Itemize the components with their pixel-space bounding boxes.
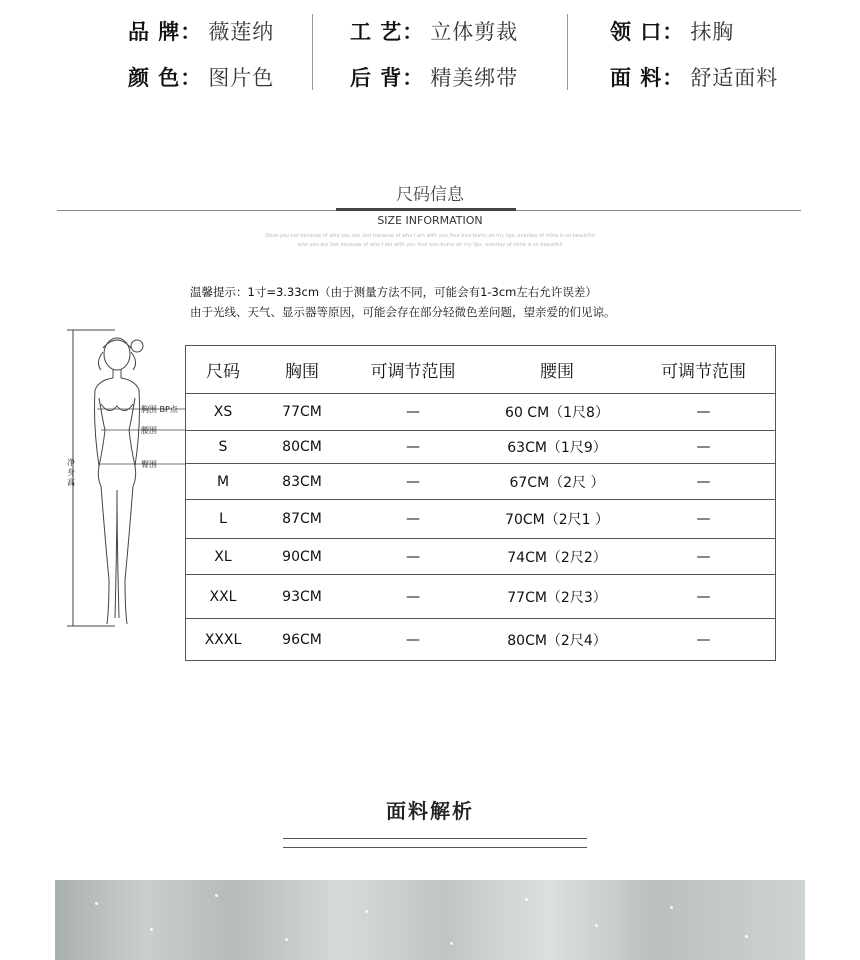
cell-bust-adjust: — xyxy=(344,464,482,500)
table-row xyxy=(186,619,776,661)
spec-key: 品 牌： xyxy=(128,20,203,44)
spec-value: 立体剪裁 xyxy=(430,20,519,44)
cell-bust: 80CM xyxy=(260,431,344,464)
spec-value: 薇莲纳 xyxy=(208,20,275,44)
notice-text: 温馨提示：1寸=3.33cm（由于测量方法不同，可能会有1-3cm左右允许误差） xyxy=(190,285,597,299)
header-waist-adjust: 可调节范围 xyxy=(661,362,746,382)
spec-grid xyxy=(0,0,860,110)
notice-text: 由于光线、天气、显示器等原因，可能会存在部分轻微色差问题，望亲爱的们见谅。 xyxy=(190,305,616,319)
sparkle xyxy=(525,898,528,901)
table-row xyxy=(186,464,776,500)
cell-waist-adjust: — xyxy=(632,431,776,464)
chest-label: 胸围 BP点 xyxy=(141,405,178,414)
spec-value: 抹胸 xyxy=(690,20,735,44)
spec-key: 工 艺： xyxy=(350,20,425,44)
cell-waist-adjust: — xyxy=(632,464,776,500)
tagline: Dove you not because of who you are ,but because of who I am with you.Your kiss burns on my lips, everday of mine is so beautiful xyxy=(265,233,595,239)
sparkle xyxy=(745,935,748,938)
cell-waist: 60 CM（1尺8） xyxy=(482,394,632,431)
cell-waist-adjust: — xyxy=(632,539,776,575)
cell-bust: 83CM xyxy=(260,464,344,500)
cell-waist: 70CM（2尺1 ） xyxy=(482,500,632,539)
fabric-section-title: 面料解析 xyxy=(386,799,474,823)
cell-waist-adjust: — xyxy=(632,619,776,661)
cell-size: L xyxy=(186,500,261,539)
hip-label: 臀围 xyxy=(141,460,157,469)
table-header-row xyxy=(186,346,776,394)
spec-row xyxy=(610,8,778,54)
sparkle xyxy=(365,910,368,913)
cell-waist: 63CM（1尺9） xyxy=(482,431,632,464)
cell-size: XS xyxy=(186,394,261,431)
cell-bust: 90CM xyxy=(260,539,344,575)
cell-bust-adjust: — xyxy=(344,394,482,431)
table-row xyxy=(186,539,776,575)
spec-column-3 xyxy=(610,8,778,100)
sparkle xyxy=(285,938,288,941)
cell-bust: 93CM xyxy=(260,575,344,619)
cell-bust-adjust: — xyxy=(344,500,482,539)
spec-divider xyxy=(312,14,313,90)
cell-bust-adjust: — xyxy=(344,539,482,575)
height-label: 净身高 xyxy=(67,458,75,487)
header-bust-adjust: 可调节范围 xyxy=(370,362,456,382)
cell-waist-adjust: — xyxy=(632,500,776,539)
spec-key: 颜 色： xyxy=(128,66,203,90)
spec-key: 后 背： xyxy=(350,66,425,90)
cell-waist: 74CM（2尺2） xyxy=(482,539,632,575)
spec-row xyxy=(350,8,518,54)
spec-key: 领 口： xyxy=(610,20,685,44)
spec-value: 图片色 xyxy=(208,66,275,90)
header-size: 尺码 xyxy=(206,362,240,382)
cell-size: S xyxy=(186,431,261,464)
cell-waist: 80CM（2尺4） xyxy=(482,619,632,661)
table-row xyxy=(186,500,776,539)
cell-size: M xyxy=(186,464,261,500)
spec-value: 舒适面料 xyxy=(690,66,779,90)
tagline: who you are 2wt because of who I am with you Your kiss burns on my lips, everday of mine is so beautiful xyxy=(297,242,563,248)
spec-column-1 xyxy=(128,8,274,100)
header-bust: 胸围 xyxy=(285,362,319,382)
header-accent-bar xyxy=(336,208,516,211)
size-section-subtitle: SIZE INFORMATION xyxy=(377,214,483,227)
waist-label: 腰围 xyxy=(141,426,157,435)
cell-size: XXL xyxy=(186,575,261,619)
cell-bust: 87CM xyxy=(260,500,344,539)
spec-row xyxy=(610,54,778,100)
sparkle xyxy=(215,894,218,897)
cell-waist: 77CM（2尺3） xyxy=(482,575,632,619)
sparkle xyxy=(670,906,673,909)
table-row xyxy=(186,431,776,464)
sparkle xyxy=(95,902,98,905)
spec-key: 面 料： xyxy=(610,66,685,90)
cell-bust-adjust: — xyxy=(344,431,482,464)
spec-value: 精美绑带 xyxy=(430,66,519,90)
spec-column-2 xyxy=(350,8,518,100)
table-row xyxy=(186,575,776,619)
cell-waist-adjust: — xyxy=(632,394,776,431)
cell-waist-adjust: — xyxy=(632,575,776,619)
fabric-rule xyxy=(283,838,587,839)
cell-bust-adjust: — xyxy=(344,619,482,661)
cell-bust: 96CM xyxy=(260,619,344,661)
cell-bust-adjust: — xyxy=(344,575,482,619)
spec-row xyxy=(350,54,518,100)
sparkle xyxy=(595,924,598,927)
size-section-title: 尺码信息 xyxy=(396,185,464,205)
cell-bust: 77CM xyxy=(260,394,344,431)
measurement-figure xyxy=(55,318,187,634)
spec-row xyxy=(128,54,274,100)
fabric-photo xyxy=(55,880,805,960)
table-row xyxy=(186,394,776,431)
sparkle xyxy=(450,942,453,945)
spec-divider xyxy=(567,14,568,90)
cell-size: XXXL xyxy=(186,619,261,661)
cell-waist: 67CM（2尺 ） xyxy=(482,464,632,500)
sparkle xyxy=(150,928,153,931)
size-table xyxy=(185,345,776,661)
spec-row xyxy=(128,8,274,54)
fabric-rule xyxy=(283,847,587,848)
cell-size: XL xyxy=(186,539,261,575)
header-waist: 腰围 xyxy=(540,362,574,382)
